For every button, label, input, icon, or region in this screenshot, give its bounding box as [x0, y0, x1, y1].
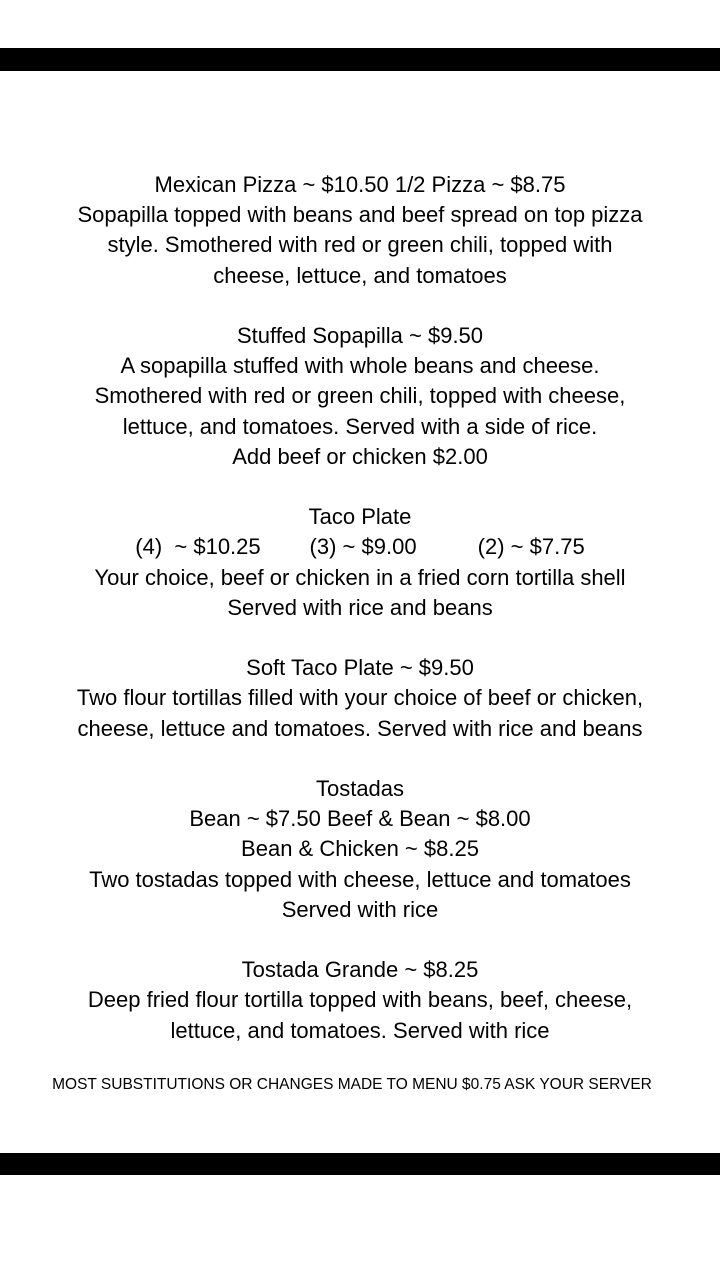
item-description-line: Two flour tortillas filled with your choice of beef or chicken,: [76, 685, 644, 711]
substitutions-note: MOST SUBSTITUTIONS OR CHANGES MADE TO MENU $0.75 ASK YOUR SERVER: [52, 1076, 652, 1093]
bottom-black-bar: [0, 1153, 720, 1175]
top-black-bar: [0, 48, 720, 71]
item-description-line: Your choice, beef or chicken in a fried corn tortilla shell: [94, 564, 626, 590]
menu-item-taco-plate: [0, 502, 720, 623]
item-description-line: A sopapilla stuffed with whole beans and cheese.: [120, 353, 600, 379]
item-title: Taco Plate: [308, 504, 412, 530]
item-title: Tostadas: [315, 776, 405, 801]
item-description-line: Served with rice and beans: [227, 594, 493, 620]
item-description-line: Deep fried flour tortilla topped with beans, beef, cheese,: [87, 987, 633, 1013]
menu-page: [0, 170, 720, 1046]
menu-item-tostada-grande: [0, 955, 720, 1046]
item-title: Mexican Pizza ~ $10.50 1/2 Pizza ~ $8.75: [154, 172, 566, 197]
item-description-line: Sopapilla topped with beans and beef spread on top pizza: [77, 202, 643, 228]
item-description-line: Served with rice: [281, 896, 439, 922]
item-description-line: cheese, lettuce, and tomatoes: [213, 262, 507, 288]
item-prices: Bean ~ $7.50 Beef & Bean ~ $8.00: [189, 806, 531, 832]
menu-item-tostadas: [0, 774, 720, 925]
item-title: Tostada Grande ~ $8.25: [241, 957, 479, 983]
menu-item-stuffed-sopapilla: [0, 321, 720, 472]
item-description-line: Smothered with red or green chili, topped with cheese,: [94, 383, 626, 409]
item-description-line: style. Smothered with red or green chili, topped with: [107, 232, 613, 258]
item-description-line: cheese, lettuce and tomatoes. Served with rice and beans: [77, 715, 643, 741]
item-description-line: Two tostadas topped with cheese, lettuce and tomatoes: [89, 866, 631, 892]
menu-item-mexican-pizza: [0, 170, 720, 291]
item-prices: (4) ~ $10.25 (3) ~ $9.00 (2) ~ $7.75: [135, 534, 585, 560]
menu-item-soft-taco-plate: [0, 653, 720, 744]
item-description-line: lettuce, and tomatoes. Served with a side of rice.: [122, 413, 598, 439]
item-title: Stuffed Sopapilla ~ $9.50: [236, 323, 484, 348]
item-add-on: Add beef or chicken $2.00: [232, 443, 488, 469]
item-description-line: lettuce, and tomatoes. Served with rice: [170, 1017, 550, 1043]
item-title: Soft Taco Plate ~ $9.50: [246, 655, 474, 681]
item-prices: Bean & Chicken ~ $8.25: [241, 836, 479, 862]
